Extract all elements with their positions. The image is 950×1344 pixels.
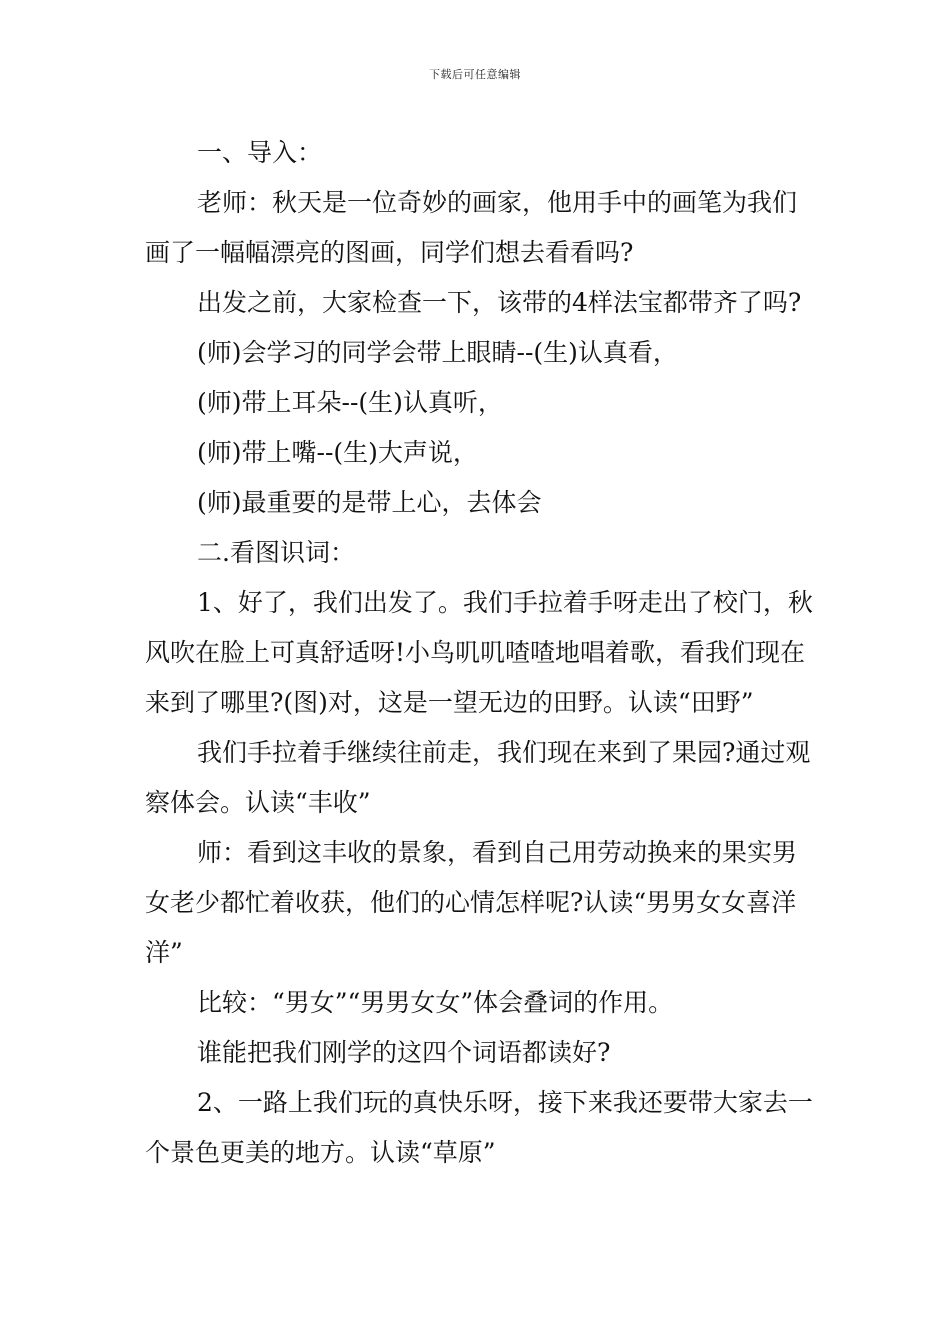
paragraph-four-treasures: 出发之前，大家检查一下，该带的4样法宝都带齐了吗? (197, 288, 802, 317)
paragraph-teacher-opening: 老师：秋天是一位奇妙的画家，他用手中的画笔为我们画了一幅幅漂亮的图画，同学们想去看看吗? (145, 188, 798, 267)
paragraph-eyes: (师)会学习的同学会带上眼睛--(生)认真看， (197, 338, 678, 367)
paragraph-orchard: 我们手拉着手继续往前走，我们现在来到了果园?通过观察体会。认读“丰收” (145, 738, 811, 817)
paragraph-read-words: 谁能把我们刚学的这四个词语都读好? (197, 1038, 611, 1067)
paragraph-ears: (师)带上耳朵--(生)认真听， (197, 388, 503, 417)
paragraph-compare: 比较：“男女”“男男女女”体会叠词的作用。 (197, 988, 674, 1017)
paragraph-harvest: 师：看到这丰收的景象，看到自己用劳动换来的果实男女老少都忙着收获，他们的心情怎样呢?认读“男男女女喜洋洋” (145, 838, 798, 967)
paragraph-fields: 1、好了，我们出发了。我们手拉着手呀走出了校门，秋风吹在脸上可真舒适呀!小鸟叽叽喳喳地唱着歌，看我们现在来到了哪里?(图)对，这是一望无边的田野。认读“田野” (145, 588, 813, 717)
paragraph-mouth: (师)带上嘴--(生)大声说， (197, 438, 478, 467)
page-header: 下载后可任意编辑 (429, 68, 521, 81)
paragraph-intro-heading: 一、导入： (197, 138, 323, 167)
document-body (145, 128, 815, 1178)
paragraph-grassland: 2、一路上我们玩的真快乐呀，接下来我还要带大家去一个景色更美的地方。认读“草原” (145, 1088, 813, 1167)
paragraph-heart: (师)最重要的是带上心，去体会 (197, 488, 542, 517)
paragraph-section-two-heading: 二.看图识词： (197, 538, 355, 567)
